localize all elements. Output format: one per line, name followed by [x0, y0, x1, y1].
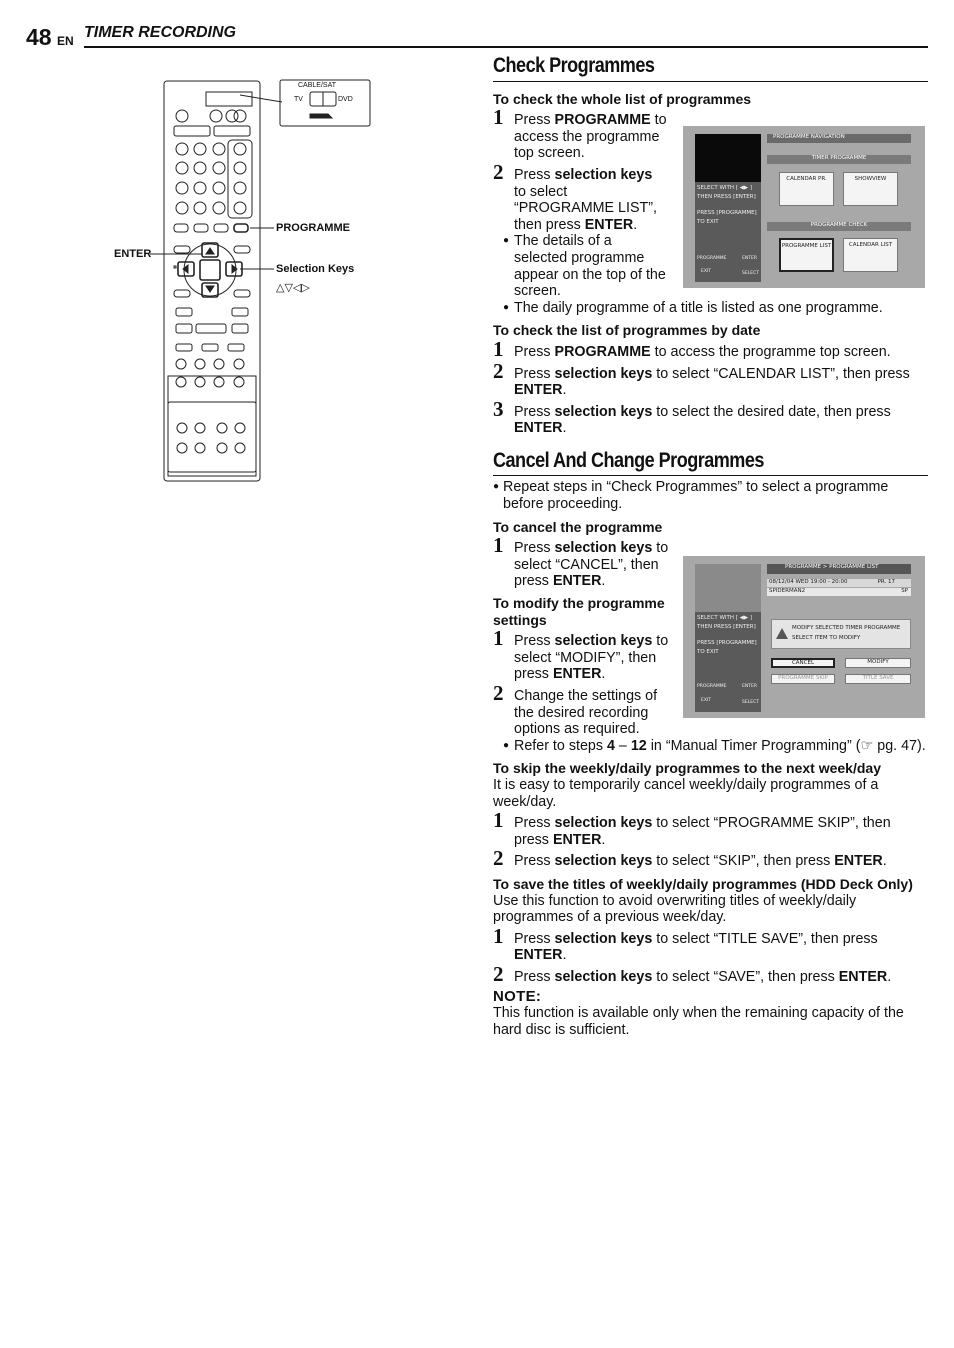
timer-bar: TIMER PROGRAMME: [767, 155, 911, 164]
preview-window: [695, 564, 761, 612]
refer-bullet: ● Refer to steps 4 – 12 in “Manual Timer Programming” (☞ pg. 47).: [503, 737, 926, 754]
selection-keys-callout: Selection Keys: [276, 263, 355, 275]
cancel-modify-block: [493, 519, 673, 738]
modify-option[interactable]: MODIFY: [845, 658, 911, 668]
modify-step-1: 1 Press selection keys to select “MODIFY”, then press ENTER.: [493, 626, 669, 683]
whole-list-heading: To check the whole list of programmes: [493, 90, 752, 107]
title-save-option[interactable]: TITLE SAVE: [845, 674, 911, 684]
cancel-change-title: Cancel And Change Programmes: [493, 448, 764, 472]
save-step-1: 1 Press selection keys to select “TITLE SAVE”, then press ENTER.: [493, 923, 878, 964]
page-number: 48: [26, 24, 52, 50]
skip-step-1: 1 Press selection keys to select “PROGRAMME SKIP”, then press ENTER.: [493, 808, 891, 848]
message-box: MODIFY SELECTED TIMER PROGRAMME SELECT ITEM TO MODIFY: [771, 619, 911, 649]
check-programmes-title: Check Programmes: [493, 54, 655, 77]
programme-skip-option[interactable]: PROGRAMME SKIP: [771, 674, 835, 684]
language-code: EN: [57, 34, 74, 48]
programme-list-tile[interactable]: PROGRAMME LIST: [779, 238, 834, 272]
title-rule-2: [493, 475, 928, 476]
section-title: TIMER RECORDING: [84, 24, 236, 41]
help-panel: SELECT WITH [ ◀▶ ] THEN PRESS [ENTER] PRESS [PROGRAMME] TO EXIT PROGRAMME ENTER EXIT SELECT: [695, 182, 761, 282]
remote-illustration: [110, 76, 380, 486]
programme-callout: PROGRAMME: [276, 222, 350, 234]
warning-icon: [776, 628, 788, 639]
calendar-pr-tile[interactable]: CALENDAR PR.: [779, 172, 834, 206]
step-2: 2 Press selection keys to select “PROGRAMME LIST”, then press ENTER.: [493, 159, 657, 233]
save-step-2: 2 Press selection keys to select “SAVE”, then press ENTER.: [493, 961, 892, 986]
programme-row-2: SPIDERMAN2 SP: [767, 588, 911, 596]
intro-bullet: ● Repeat steps in “Check Programmes” to select a programme before proceeding.: [493, 479, 889, 513]
programme-navigation-screen: [683, 126, 925, 288]
nav-bar: PROGRAMME NAVIGATION: [767, 134, 911, 143]
by-date-heading: To check the list of programmes by date: [493, 322, 761, 339]
showview-tile[interactable]: SHOWVIEW: [843, 172, 898, 206]
arrow-keys-callout: △▽◁▷: [276, 282, 310, 294]
cancel-option[interactable]: CANCEL: [771, 658, 835, 668]
date-step-3: 3 Press selection keys to select the desired date, then press ENTER.: [493, 396, 891, 437]
cancel-step-1: 1 Press selection keys to select “CANCEL”, then press ENTER.: [493, 533, 669, 590]
remote-control-drawing: [110, 76, 380, 486]
programme-list-screen: [683, 556, 925, 718]
save-heading: To save the titles of weekly/daily programmes (HDD Deck Only): [493, 875, 913, 892]
page-header: [26, 24, 928, 50]
preview-window: [695, 134, 761, 182]
skip-step-2: 2 Press selection keys to select “SKIP”, then press ENTER.: [493, 846, 887, 871]
modify-step-2: 2 Change the settings of the desired recording options as required.: [493, 681, 658, 738]
cancel-heading: To cancel the programme: [493, 518, 663, 535]
switch-tv-label: TV: [294, 96, 303, 103]
date-step-2: 2 Press selection keys to select “CALENDAR LIST”, then press ENTER.: [493, 358, 910, 399]
bullet-details: ● The details of a selected programme appear on the top of the screen.: [503, 233, 666, 300]
help-panel: SELECT WITH [ ◀▶ ] THEN PRESS [ENTER] PRESS [PROGRAMME] TO EXIT PROGRAMME ENTER EXIT SELECT: [695, 612, 761, 712]
date-step-1: 1 Press PROGRAMME to access the programme top screen.: [493, 336, 891, 361]
skip-heading: To skip the weekly/daily programmes to the next week/day: [493, 760, 881, 777]
note-heading: NOTE:: [493, 987, 542, 1005]
breadcrumb-bar: PROGRAMME > PROGRAMME LIST: [767, 564, 911, 574]
check-bar: PROGRAMME CHECK: [767, 222, 911, 231]
title-rule: [493, 81, 928, 82]
skip-intro: It is easy to temporarily cancel weekly/daily programmes of a week/day.: [493, 776, 879, 810]
enter-callout: ENTER: [114, 248, 152, 260]
calendar-list-tile[interactable]: CALENDAR LIST: [843, 238, 898, 272]
switch-title: CABLE/SAT: [298, 82, 336, 89]
modify-heading: To modify the programme settings: [493, 595, 665, 628]
switch-dvd-label: DVD: [338, 96, 353, 103]
save-intro: Use this function to avoid overwriting titles of weekly/daily programmes of a previous week/day.: [493, 892, 857, 926]
step-1: 1 Press PROGRAMME to access the programme top screen.: [493, 105, 667, 162]
note-text: This function is available only when the remaining capacity of the hard disc is sufficient.: [493, 1005, 904, 1038]
whole-list-steps: [493, 105, 668, 300]
programme-row-1: 08/12/04 WED 19:00 - 20:00 PR. 17: [767, 579, 911, 587]
bullet-daily: ● The daily programme of a title is listed as one programme.: [503, 299, 883, 316]
header-rule: [84, 46, 928, 48]
